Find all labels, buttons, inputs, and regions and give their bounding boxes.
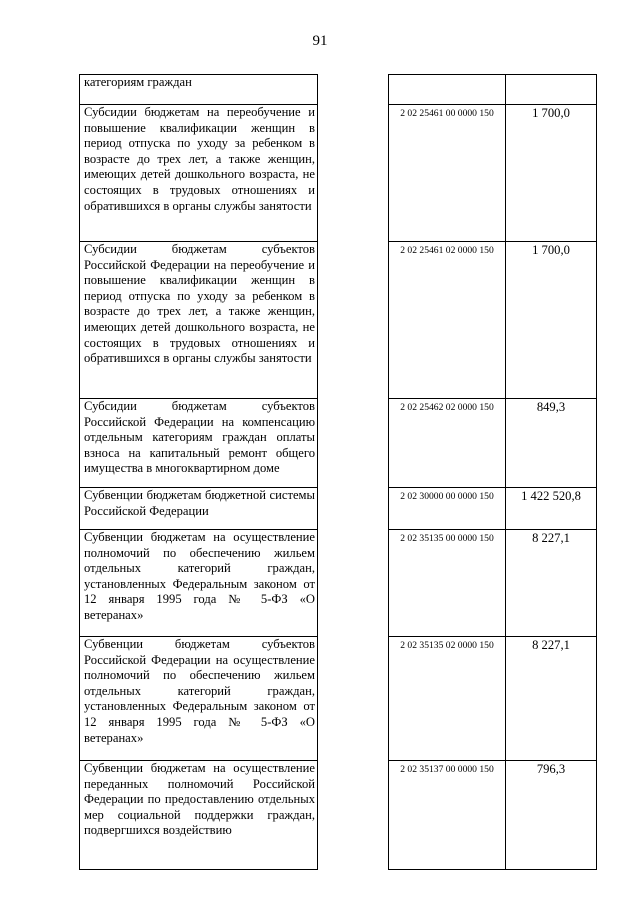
row-code: 2 02 35135 00 0000 150 — [389, 530, 506, 637]
row-code: 2 02 25462 02 0000 150 — [389, 399, 506, 488]
row-amount: 796,3 — [506, 761, 597, 870]
row-code: 2 02 35137 00 0000 150 — [389, 761, 506, 870]
empty-column — [318, 637, 389, 761]
budget-table — [79, 74, 597, 870]
row-amount: 1 700,0 — [506, 105, 597, 242]
row-amount: 849,3 — [506, 399, 597, 488]
row-code: 2 02 25461 02 0000 150 — [389, 242, 506, 399]
row-code — [389, 75, 506, 105]
row-amount: 8 227,1 — [506, 530, 597, 637]
empty-column — [318, 242, 389, 399]
table-row — [80, 530, 597, 637]
empty-column — [318, 761, 389, 870]
table-row — [80, 761, 597, 870]
row-amount — [506, 75, 597, 105]
table-row — [80, 637, 597, 761]
table-row — [80, 399, 597, 488]
table-row — [80, 105, 597, 242]
row-name: Субсидии бюджетам субъектов Российской Федерации на переобучение и повышение квалификации женщин в период отпуска по уходу за ребенком в возрасте до трех лет, а также женщин, имеющих детей дошкольного возраста, не состоящих в трудовых отношениях и обратившихся в органы службы занятости — [80, 242, 318, 399]
table-row — [80, 75, 597, 105]
row-code: 2 02 35135 02 0000 150 — [389, 637, 506, 761]
row-amount: 1 422 520,8 — [506, 488, 597, 530]
table-row — [80, 242, 597, 399]
row-code: 2 02 25461 00 0000 150 — [389, 105, 506, 242]
empty-column — [318, 105, 389, 242]
page-number: 91 — [312, 33, 328, 49]
row-name: Субвенции бюджетам субъектов Российской Федерации на осуществление полномочий по обеспечению жильем отдельных категорий граждан, установленных Федеральным законом от 12 января 1995 года № 5-ФЗ «О ветеранах» — [80, 637, 318, 761]
row-name: Субсидии бюджетам субъектов Российской Федерации на компенсацию отдельным категориям граждан оплаты взноса на капитальный ремонт общего имущества в многоквартирном доме — [80, 399, 318, 488]
row-name: Субсидии бюджетам на переобучение и повышение квалификации женщин в период отпуска по уходу за ребенком в возрасте до трех лет, а также женщин, имеющих детей дошкольного возраста, не состоящих в трудовых отношениях и обратившихся в органы службы занятости — [80, 105, 318, 242]
table-row — [80, 488, 597, 530]
row-amount: 1 700,0 — [506, 242, 597, 399]
row-amount: 8 227,1 — [506, 637, 597, 761]
row-name: Субвенции бюджетам на осуществление полномочий по обеспечению жильем отдельных категорий граждан, установленных Федеральным законом от 12 января 1995 года № 5-ФЗ «О ветеранах» — [80, 530, 318, 637]
row-name: категориям граждан — [80, 75, 318, 105]
empty-column — [318, 399, 389, 488]
row-name: Субвенции бюджетам бюджетной системы Российской Федерации — [80, 488, 318, 530]
empty-column — [318, 530, 389, 637]
row-code: 2 02 30000 00 0000 150 — [389, 488, 506, 530]
row-name: Субвенции бюджетам на осуществление переданных полномочий Российской Федерации по предоставлению отдельных мер социальной поддержки граждан, подвергшихся воздействию — [80, 761, 318, 870]
empty-column — [318, 488, 389, 530]
empty-column — [318, 75, 389, 105]
